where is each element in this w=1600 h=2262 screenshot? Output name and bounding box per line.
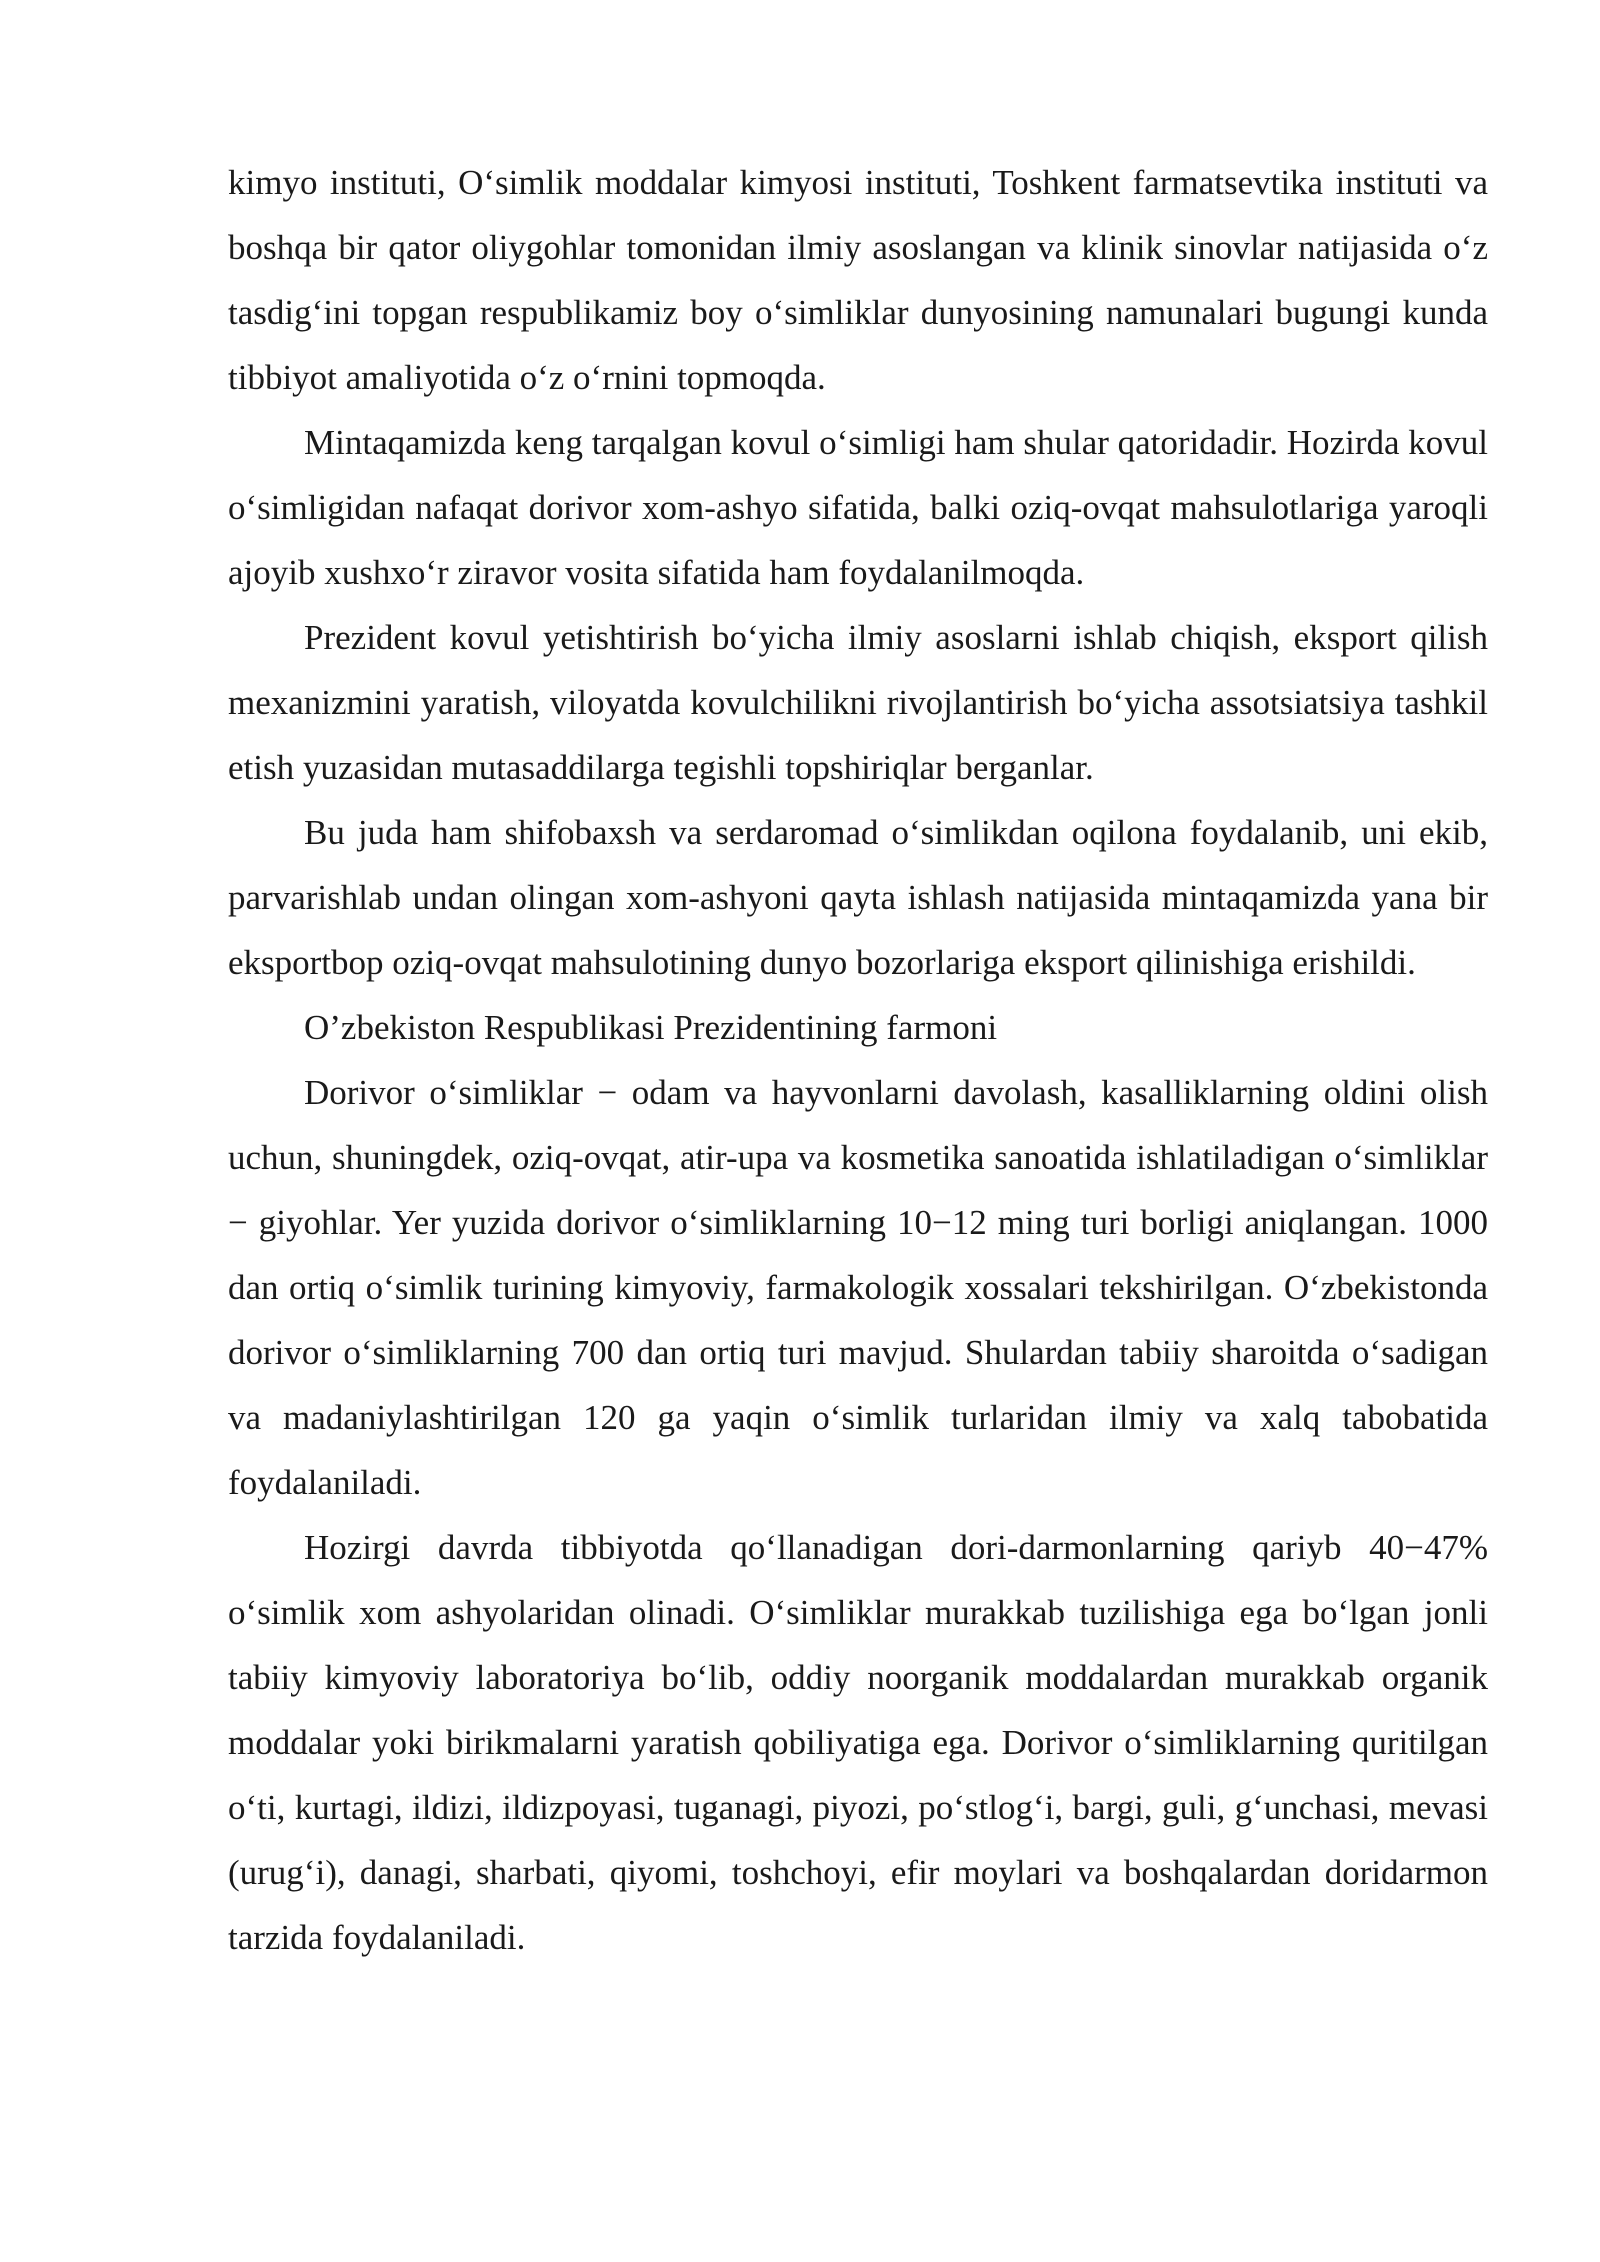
paragraph-modern-medicine: Hozirgi davrda tibbiyotda qo‘llanadigan dori-darmonlarning qariyb 40−47% o‘simlik xom ashyolaridan olinadi. O‘simliklar murakkab tuzilishiga ega bo‘lgan jonli tabiiy kimyoviy laboratoriya bo‘lib, oddiy noorganik moddalardan murakkab organik moddalar yoki birikmalarni yaratish qobiliyatiga ega. Dorivor o‘simliklarning quritilgan o‘ti, kurtagi, ildizi, ildizpoyasi, tuganagi, piyozi, po‘stlog‘i, bargi, guli, g‘unchasi, mevasi (urug‘i), danagi, sharbati, qiyomi, toshchoyi, efir moylari va boshqalardan doridarmon tarzida foydalaniladi.	[228, 1528, 1488, 1957]
paragraph-export: Bu juda ham shifobaxsh va serdaromad o‘simlikdan oqilona foydalanib, uni ekib, parvarishlab undan olingan xom-ashyoni qayta ishlash natijasida mintaqamizda yana bir eksportbop oziq-ovqat mahsulotining dunyo bozorlariga eksport qilinishiga erishildi.	[228, 813, 1488, 982]
document-page	[228, 150, 1488, 1970]
paragraph-continuation: kimyo instituti, O‘simlik moddalar kimyosi instituti, Toshkent farmatsevtika instituti va boshqa bir qator oliygohlar tomonidan ilmiy asoslangan va klinik sinovlar natijasida o‘z tasdig‘ini topgan respublikamiz boy o‘simliklar dunyosining namunalari bugungi kunda tibbiyot amaliyotida o‘z o‘rnini topmoqda.	[228, 163, 1488, 397]
paragraph-medicinal-plants: Dorivor o‘simliklar − odam va hayvonlarni davolash, kasalliklarning oldini olish uchun, shuningdek, oziq-ovqat, atir-upa va kosmetika sanoatida ishlatiladigan o‘simliklar − giyohlar. Yer yuzida dorivor o‘simliklarning 10−12 ming turi borligi aniqlangan. 1000 dan ortiq o‘simlik turining kimyoviy, farmakologik xossalari tekshirilgan. O‘zbekistonda dorivor o‘simliklarning 700 dan ortiq turi mavjud. Shulardan tabiiy sharoitda o‘sadigan va madaniylashtirilgan 120 ga yaqin o‘simlik turlaridan ilmiy va xalq tabobatida foydalaniladi.	[228, 1073, 1488, 1502]
decree-title: O’zbekiston Respublikasi Prezidentining farmoni	[304, 1008, 998, 1047]
paragraph-president-tasks: Prezident kovul yetishtirish bo‘yicha ilmiy asoslarni ishlab chiqish, eksport qilish mexanizmini yaratish, viloyatda kovulchilikni rivojlantirish bo‘yicha assotsiatsiya tashkil etish yuzasidan mutasaddilarga tegishli topshiriqlar berganlar.	[228, 618, 1488, 787]
paragraph-kovul-intro: Mintaqamizda keng tarqalgan kovul o‘simligi ham shular qatoridadir. Hozirda kovul o‘simligidan nafaqat dorivor xom-ashyo sifatida, balki oziq-ovqat mahsulotlariga yaroqli ajoyib xushxo‘r ziravor vosita sifatida ham foydalanilmoqda.	[228, 423, 1488, 592]
